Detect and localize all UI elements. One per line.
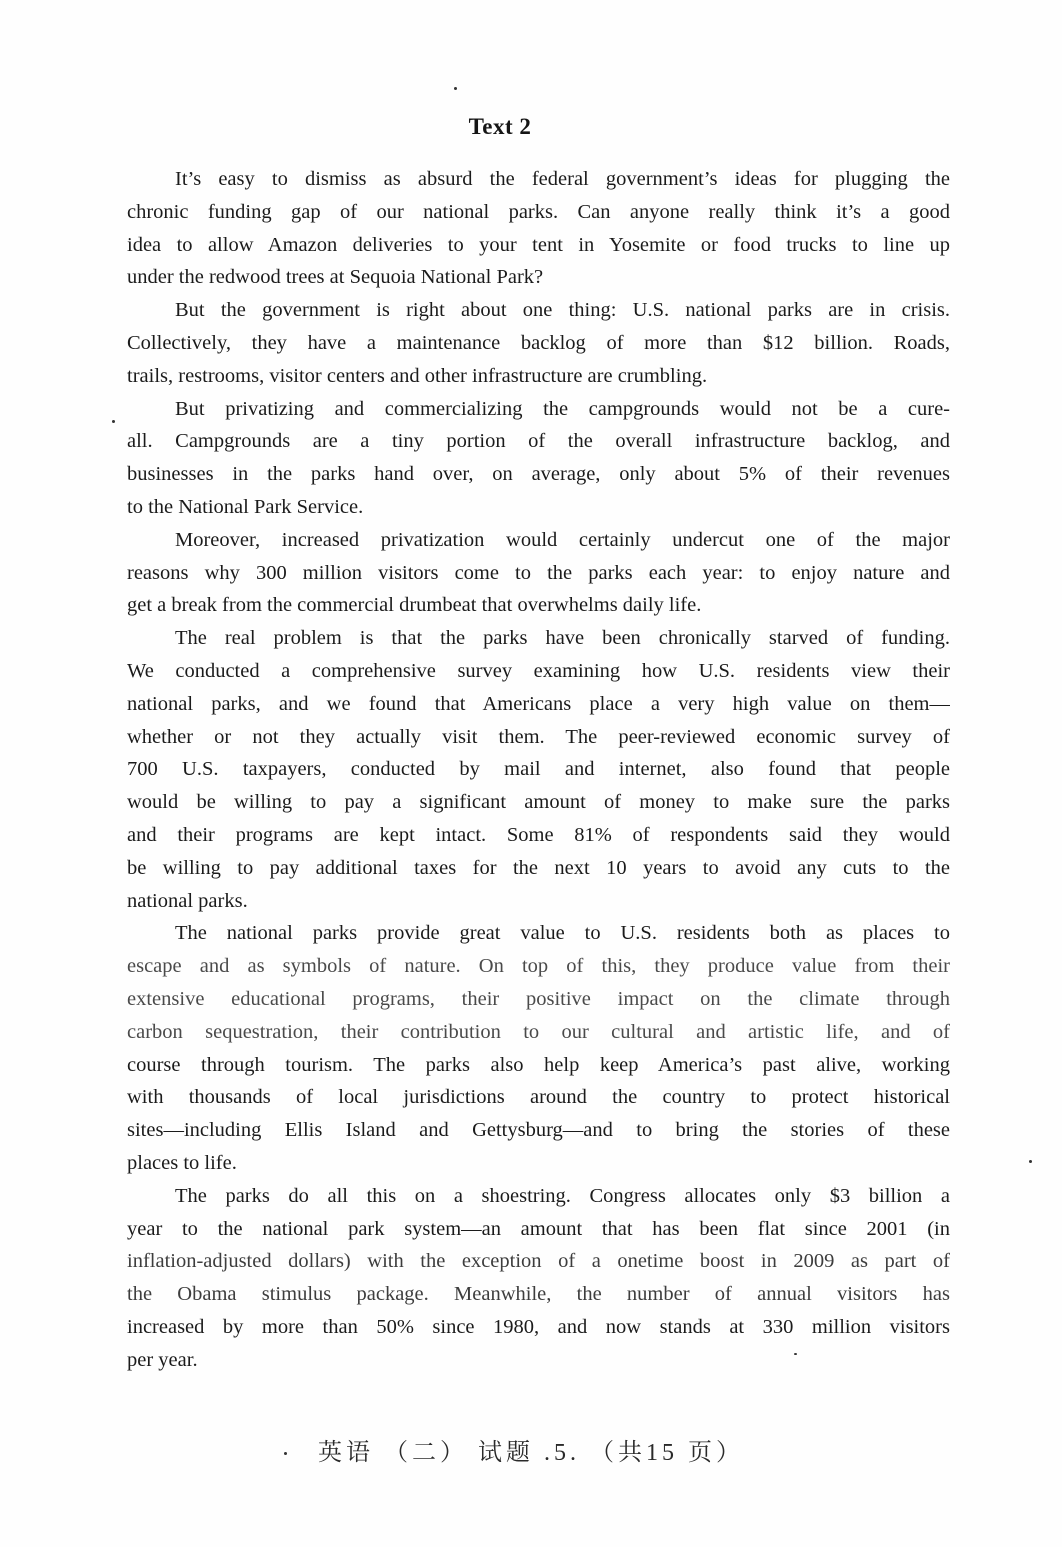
paragraph [127,1180,950,1377]
text-line: idea to allow Amazon deliveries to your tent in Yosemite or food trucks to line up [127,233,950,256]
text-line: chronic funding gap of our national parks. Can anyone really think it’s a good [127,200,950,223]
text-line: trails, restrooms, visitor centers and other infrastructure are crumbling. [127,364,708,387]
scan-speck [794,1353,797,1355]
text-line: be willing to pay additional taxes for the next 10 years to avoid any cuts to the [127,856,950,879]
text-line: would be willing to pay a significant amount of money to make sure the parks [127,791,950,814]
text-line: all. Campgrounds are a tiny portion of the overall infrastructure backlog, and [127,430,950,453]
paragraph [127,294,950,392]
paragraph [127,163,950,294]
text-line: reasons why 300 million visitors come to the parks each year: to enjoy nature and [127,561,950,584]
text-line: get a break from the commercial drumbeat that overwhelms daily life. [127,594,702,617]
text-line: national parks. [127,889,248,912]
paragraph [127,524,950,622]
text-line: per year. [127,1348,198,1371]
text-line: businesses in the parks hand over, on average, only about 5% of their revenues [127,463,950,486]
text-line: Moreover, increased privatization would certainly undercut one of the major [175,528,950,551]
text-line: sites—including Ellis Island and Gettysburg—and to bring the stories of these [127,1119,950,1142]
text-body [127,163,950,1376]
text-line: to the National Park Service. [127,495,364,518]
text-line: But privatizing and commercializing the campgrounds would not be a cure- [175,397,950,420]
text-line: carbon sequestration, their contribution to our cultural and artistic life, and of [127,1020,950,1043]
text-line: escape and as symbols of nature. On top of this, they produce value from their [127,955,950,978]
text-line: and their programs are kept intact. Some 81% of respondents said they would [127,823,950,846]
text-line: with thousands of local jurisdictions around the country to protect historical [127,1086,950,1109]
paragraph [127,622,950,917]
page-title: Text 2 [468,114,532,139]
text-line: increased by more than 50% since 1980, and now stands at 330 million visitors [127,1315,950,1338]
text-line: year to the national park system—an amount that has been flat since 2001 (in [127,1217,950,1240]
scan-speck [112,420,115,423]
page-footer: 英语 （二） 试题 .5. （共15 页） [318,1440,744,1466]
text-line: But the government is right about one thing: U.S. national parks are in crisis. [175,299,950,322]
text-line: whether or not they actually visit them. The peer-reviewed economic survey of [127,725,950,748]
paragraph [127,393,950,524]
scan-speck [1029,1160,1032,1163]
text-line: national parks, and we found that Americans place a very high value on them— [127,692,950,715]
text-line: inflation-adjusted dollars) with the exception of a onetime boost in 2009 as part of [127,1250,950,1273]
scan-speck [284,1452,287,1455]
text-line: It’s easy to dismiss as absurd the federal government’s ideas for plugging the [175,168,950,190]
text-line: The national parks provide great value to U.S. residents both as places to [175,922,950,945]
paragraph [127,917,950,1179]
text-line: Collectively, they have a maintenance backlog of more than $12 billion. Roads, [127,331,950,354]
scan-speck [454,87,457,90]
text-line: The parks do all this on a shoestring. Congress allocates only $3 billion a [175,1184,950,1207]
text-line: The real problem is that the parks have been chronically starved of funding. [175,627,950,650]
text-line: under the redwood trees at Sequoia National Park? [127,266,544,289]
text-line: places to life. [127,1151,237,1174]
text-line: the Obama stimulus package. Meanwhile, the number of annual visitors has [127,1283,950,1306]
text-line: course through tourism. The parks also help keep America’s past alive, working [127,1053,950,1076]
text-line: We conducted a comprehensive survey examining how U.S. residents view their [127,659,950,682]
text-line: extensive educational programs, their positive impact on the climate through [127,987,950,1010]
text-line: 700 U.S. taxpayers, conducted by mail and internet, also found that people [127,758,950,781]
